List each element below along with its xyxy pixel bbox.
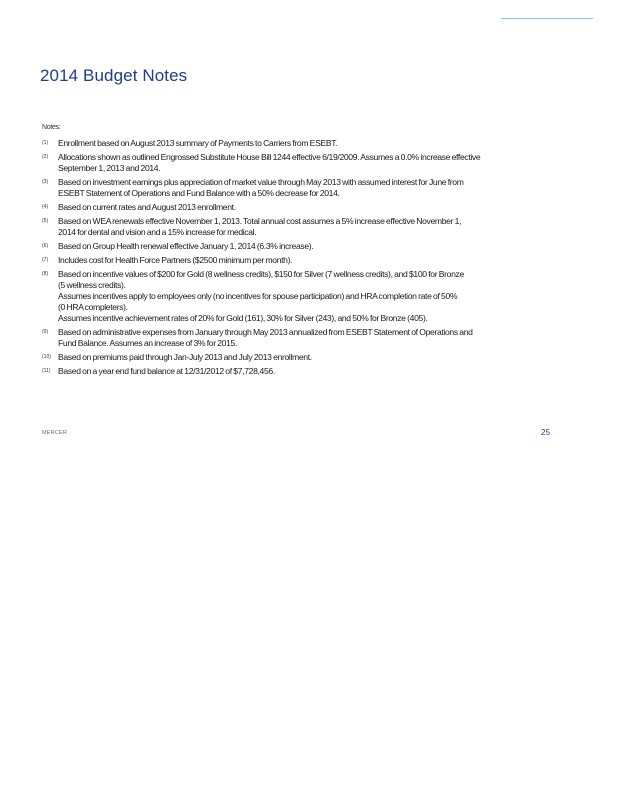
note-item <box>42 216 562 238</box>
notes-list <box>42 138 562 380</box>
note-line: Enrollment based on August 2013 summary of Payments to Carriers from ESEBT. <box>58 138 338 148</box>
note-number: (3) <box>42 179 49 185</box>
header-rule <box>501 18 593 19</box>
note-number: (11) <box>42 368 51 374</box>
note-line: Based on a year end fund balance at 12/31/2012 of $7,728,456. <box>58 366 275 376</box>
note-line: Based on investment earnings plus appreciation of market value through May 2013 with assumed interest for June from <box>58 177 464 187</box>
note-line: 2014 for dental and vision and a 15% increase for medical. <box>58 227 257 237</box>
note-text <box>58 202 562 213</box>
note-item <box>42 177 562 199</box>
note-text <box>58 352 562 363</box>
note-item <box>42 327 562 349</box>
note-number: (8) <box>42 271 49 277</box>
note-line: Allocations shown as outlined Engrossed Substitute House Bill 1244 effective 6/19/2009. Assumes a 0.0% increase effective <box>58 152 481 162</box>
note-text <box>58 177 562 199</box>
note-line: Assumes incentives apply to employees only (no incentives for spouse participation) and HRA completion rate of 50% <box>58 291 458 301</box>
note-text <box>58 216 562 238</box>
note-line: Based on premiums paid through Jan-July 2013 and July 2013 enrollment. <box>58 352 312 362</box>
note-text <box>58 269 562 324</box>
note-line: Includes cost for Health Force Partners ($2500 minimum per month). <box>58 255 293 265</box>
note-number: (6) <box>42 243 49 249</box>
note-item <box>42 202 562 213</box>
note-text <box>58 255 562 266</box>
note-item <box>42 241 562 252</box>
note-line: Assumes incentive achievement rates of 20% for Gold (161), 30% for Silver (243), and 50% for Bronze (405). <box>58 313 428 323</box>
page-number: 25 <box>541 428 550 437</box>
note-line: Based on WEA renewals effective November 1, 2013. Total annual cost assumes a 5% increase effective November 1, <box>58 216 462 226</box>
note-number: (2) <box>42 154 49 160</box>
note-text <box>58 152 562 174</box>
footer-brand: MERCER <box>42 430 68 436</box>
note-text <box>58 366 562 377</box>
note-line: ESEBT Statement of Operations and Fund Balance with a 50% decrease for 2014. <box>58 188 340 198</box>
page-title: 2014 Budget Notes <box>40 66 188 85</box>
note-item <box>42 152 562 174</box>
note-number: (10) <box>42 354 51 360</box>
note-item <box>42 269 562 324</box>
note-line: Based on incentive values of $200 for Gold (8 wellness credits), $150 for Silver (7 wellness credits), and $100 for Bronze <box>58 269 464 279</box>
note-item <box>42 352 562 363</box>
note-line: Fund Balance. Assumes an increase of 3% for 2015. <box>58 338 238 348</box>
note-item <box>42 366 562 377</box>
note-item <box>42 138 562 149</box>
note-number: (9) <box>42 329 49 335</box>
note-text <box>58 138 562 149</box>
note-number: (5) <box>42 218 49 224</box>
note-text <box>58 327 562 349</box>
note-line: September 1, 2013 and 2014. <box>58 163 161 173</box>
note-number: (1) <box>42 140 49 146</box>
note-line: Based on administrative expenses from January through May 2013 annualized from ESEBT Statement of Operations and <box>58 327 473 337</box>
note-number: (4) <box>42 204 49 210</box>
note-line: Based on Group Health renewal effective January 1, 2014 (6.3% increase). <box>58 241 314 251</box>
note-line: (0 HRA completers). <box>58 302 128 312</box>
notes-label: Notes: <box>42 124 61 131</box>
note-number: (7) <box>42 257 49 263</box>
note-item <box>42 255 562 266</box>
note-text <box>58 241 562 252</box>
note-line: (5 wellness credits). <box>58 280 126 290</box>
note-line: Based on current rates and August 2013 enrollment. <box>58 202 236 212</box>
